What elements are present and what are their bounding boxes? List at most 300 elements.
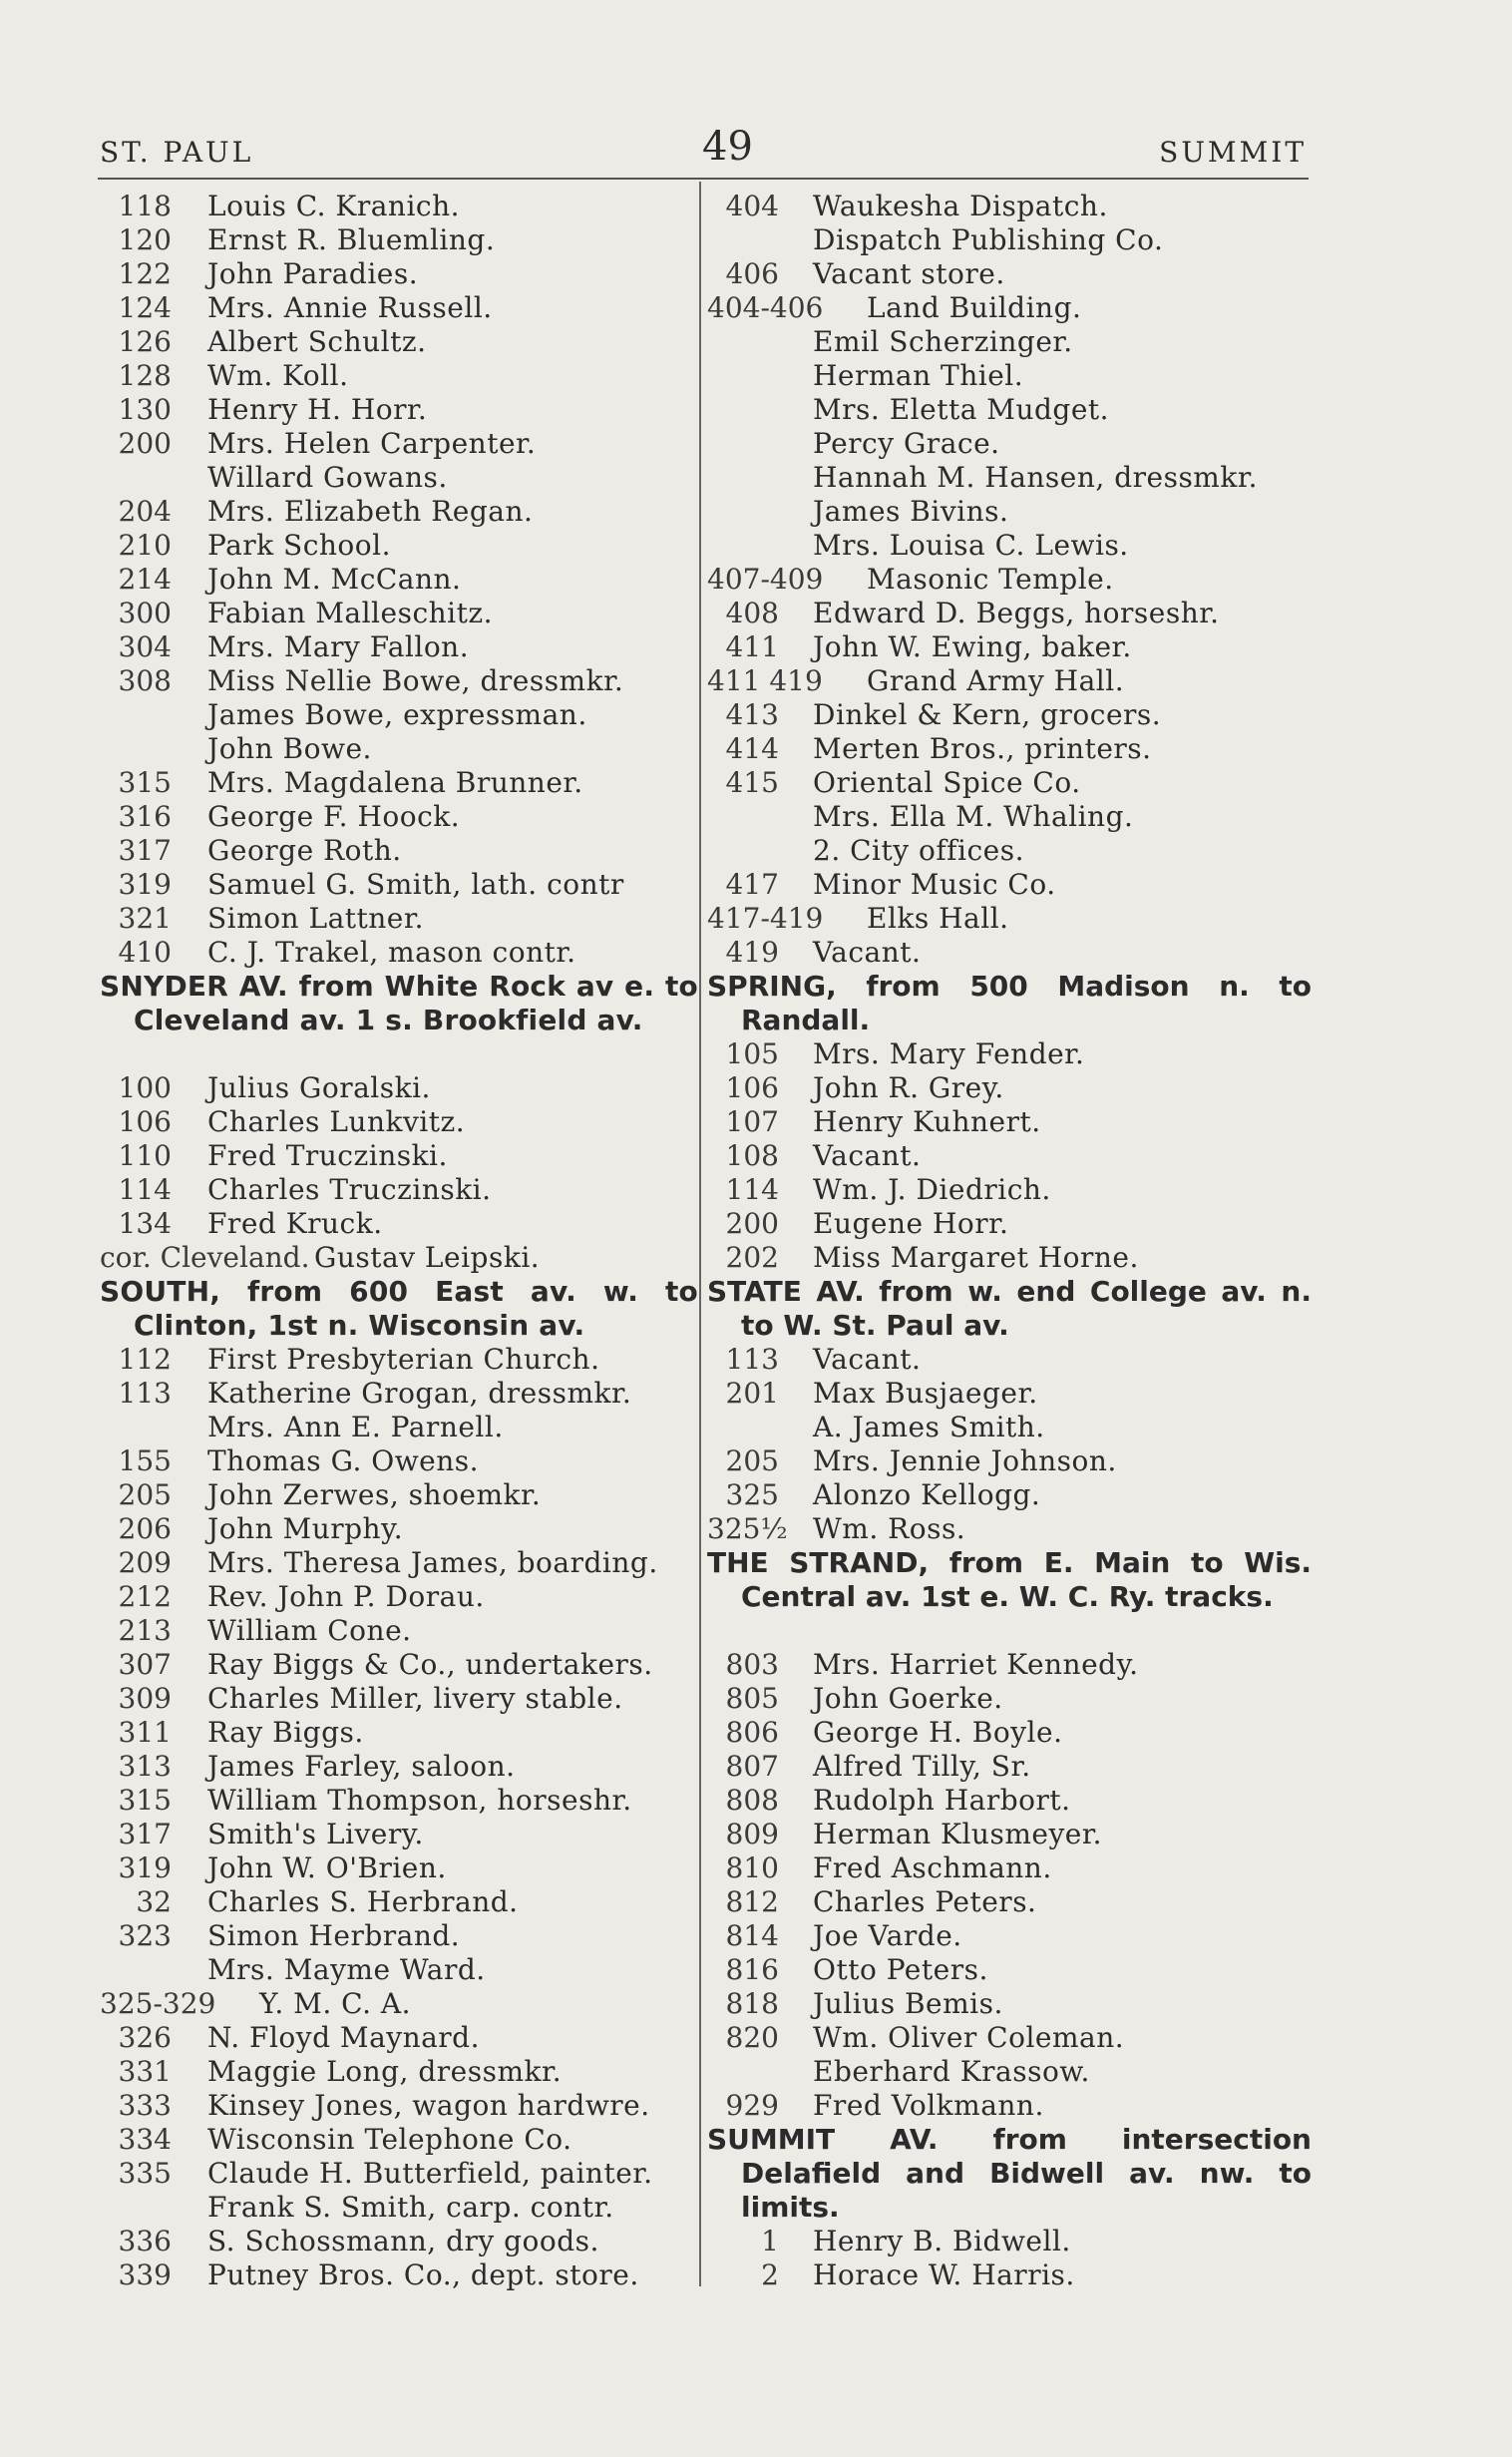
- house-number: 201: [725, 1377, 779, 1410]
- resident-name: Mrs. Harriet Kennedy.: [813, 1648, 1139, 1681]
- directory-entry: [100, 1071, 698, 1105]
- street-heading: SUMMIT AV. from intersection Delafield and Bidwell av. nw. to limits.: [707, 2123, 1312, 2224]
- directory-entry: [100, 190, 698, 223]
- house-number: 2: [761, 2258, 779, 2291]
- directory-entry: [707, 1851, 1312, 1885]
- resident-name: Land Building.: [867, 291, 1082, 324]
- directory-entry: [707, 1987, 1312, 2021]
- right-column: [707, 190, 1312, 2292]
- house-number: 419: [725, 936, 779, 969]
- resident-name: John Zerwes, shoemkr.: [207, 1478, 542, 1511]
- directory-entry: [707, 1784, 1312, 1818]
- resident-name: Julius Bemis.: [813, 1987, 1003, 2020]
- house-number: 118: [118, 190, 172, 222]
- house-number: 124: [118, 291, 172, 324]
- house-number: 325-329: [100, 1987, 216, 2020]
- resident-name: Fred Kruck.: [207, 1207, 383, 1240]
- house-number: 317: [118, 834, 172, 867]
- resident-name: Wisconsin Telephone Co.: [207, 2123, 572, 2156]
- resident-name: First Presbyterian Church.: [207, 1343, 600, 1376]
- directory-entry: [707, 1818, 1312, 1851]
- resident-name: Frank S. Smith, carp. contr.: [207, 2191, 614, 2224]
- house-number: 812: [725, 1885, 779, 1918]
- house-number: 333: [118, 2089, 172, 2122]
- house-number: 209: [118, 1546, 172, 1579]
- resident-name: Merten Bros., printers.: [813, 732, 1152, 765]
- directory-entry: [100, 1614, 698, 1648]
- resident-name: Vacant.: [813, 1139, 922, 1172]
- resident-name: Herman Klusmeyer.: [813, 1818, 1103, 1850]
- house-number: 417: [725, 868, 779, 901]
- house-number: 205: [118, 1478, 172, 1511]
- resident-name: Rudolph Harbort.: [813, 1784, 1071, 1817]
- resident-name: N. Floyd Maynard.: [207, 2021, 481, 2054]
- resident-name: John W. Ewing, baker.: [813, 630, 1132, 663]
- resident-name: Minor Music Co.: [813, 868, 1056, 901]
- directory-entry: [100, 1784, 698, 1818]
- house-number: 128: [118, 359, 172, 392]
- directory-entry: [100, 1580, 698, 1614]
- resident-name: Mrs. Mary Fender.: [813, 1037, 1085, 1070]
- directory-entry: [100, 1377, 698, 1411]
- directory-entry: [100, 2123, 698, 2157]
- header-street-range: SUMMIT: [1159, 136, 1307, 169]
- house-number: 200: [118, 427, 172, 460]
- house-number: 304: [118, 630, 172, 663]
- house-number: 414: [725, 732, 779, 765]
- resident-name: Wm. Koll.: [207, 359, 349, 392]
- resident-name: C. J. Trakel, mason contr.: [207, 936, 576, 969]
- directory-entry: [100, 1478, 698, 1512]
- resident-name: Julius Goralski.: [207, 1071, 431, 1104]
- directory-entry: [707, 1512, 1312, 1546]
- house-number: 315: [118, 766, 172, 799]
- resident-name: James Bivins.: [813, 495, 1009, 528]
- house-number: 204: [118, 495, 172, 528]
- house-number: 820: [725, 2021, 779, 2054]
- directory-entry: [707, 698, 1312, 732]
- resident-name: Mrs. Annie Russell.: [207, 291, 493, 324]
- house-number: 120: [118, 223, 172, 256]
- directory-entry: [707, 291, 1312, 325]
- directory-entry: [707, 1411, 1312, 1444]
- resident-name: Alfred Tilly, Sr.: [813, 1750, 1031, 1783]
- resident-name: George H. Boyle.: [813, 1716, 1063, 1749]
- house-number: 808: [725, 1784, 779, 1817]
- house-number: 114: [118, 1173, 172, 1206]
- directory-entry: [707, 359, 1312, 393]
- directory-entry: [707, 1343, 1312, 1377]
- house-number: 814: [725, 1919, 779, 1952]
- house-number: 411 419: [707, 664, 823, 697]
- house-number: 415: [725, 766, 779, 799]
- resident-name: Mrs. Louisa C. Lewis.: [813, 529, 1129, 562]
- street-heading: THE STRAND, from E. Main to Wis. Central av. 1st e. W. C. Ry. tracks.: [707, 1546, 1312, 1613]
- house-number: 404-406: [707, 291, 824, 324]
- resident-name: Y. M. C. A.: [259, 1987, 411, 2020]
- resident-name: Waukesha Dispatch.: [813, 190, 1108, 222]
- resident-name: Charles Peters.: [813, 1885, 1037, 1918]
- house-number: 113: [725, 1343, 779, 1376]
- directory-entry: [100, 359, 698, 393]
- directory-entry: [707, 936, 1312, 970]
- resident-name: Edward D. Beggs, horseshr.: [813, 597, 1220, 629]
- resident-name: Percy Grace.: [813, 427, 1000, 460]
- resident-name: Eberhard Krassow.: [813, 2055, 1090, 2088]
- directory-entry: [707, 1173, 1312, 1207]
- header-city: ST. PAUL: [100, 136, 254, 169]
- resident-name: Mrs. Mayme Ward.: [207, 1953, 486, 1986]
- directory-entry: [707, 495, 1312, 529]
- resident-name: Louis C. Kranich.: [207, 190, 461, 222]
- resident-name: Charles Truczinski.: [207, 1173, 492, 1206]
- resident-name: S. Schossmann, dry goods.: [207, 2225, 599, 2257]
- resident-name: Henry H. Horr.: [207, 393, 428, 426]
- resident-name: Alonzo Kellogg.: [813, 1478, 1041, 1511]
- resident-name: Masonic Temple.: [867, 563, 1114, 596]
- house-number: 406: [725, 257, 779, 290]
- directory-entry: [100, 2055, 698, 2089]
- resident-name: Gustav Leipski.: [314, 1241, 541, 1274]
- resident-name: Grand Army Hall.: [867, 664, 1125, 697]
- directory-entry: [707, 461, 1312, 495]
- directory-entry: [100, 2089, 698, 2123]
- house-number: cor. Cleveland.: [100, 1241, 310, 1274]
- resident-name: Elks Hall.: [867, 902, 1009, 935]
- house-number: 210: [118, 529, 172, 562]
- resident-name: Charles Miller, livery stable.: [207, 1682, 623, 1715]
- resident-name: 2. City offices.: [813, 834, 1025, 867]
- directory-entry: [100, 2258, 698, 2292]
- resident-name: A. James Smith.: [813, 1411, 1045, 1443]
- directory-entry: [100, 1512, 698, 1546]
- resident-name: Wm. J. Diedrich.: [813, 1173, 1051, 1206]
- house-number: 107: [725, 1105, 779, 1138]
- resident-name: Miss Nellie Bowe, dressmkr.: [207, 664, 624, 697]
- directory-entry: [707, 1885, 1312, 1919]
- resident-name: Eugene Horr.: [813, 1207, 1009, 1240]
- street-heading: SPRING, from 500 Madison n. to Randall.: [707, 970, 1312, 1036]
- house-number: 408: [725, 597, 779, 629]
- directory-entry: [707, 1682, 1312, 1716]
- resident-name: Mrs. Magdalena Brunner.: [207, 766, 583, 799]
- house-number: 155: [118, 1444, 172, 1477]
- directory-entry: [100, 1139, 698, 1173]
- resident-name: Joe Varde.: [813, 1919, 962, 1952]
- directory-entry: [707, 1037, 1312, 1071]
- resident-name: Horace W. Harris.: [813, 2258, 1075, 2291]
- house-number: 100: [118, 1071, 172, 1104]
- resident-name: John M. McCann.: [207, 563, 462, 596]
- resident-name: Hannah M. Hansen, dressmkr.: [813, 461, 1259, 494]
- house-number: 212: [118, 1580, 172, 1613]
- house-number: 321: [118, 902, 172, 935]
- directory-entry: [100, 495, 698, 529]
- resident-name: Vacant.: [813, 1343, 922, 1376]
- directory-entry: [100, 1173, 698, 1207]
- resident-name: Otto Peters.: [813, 1953, 988, 1986]
- resident-name: Simon Herbrand.: [207, 1919, 461, 1952]
- house-number: 810: [725, 1851, 779, 1884]
- house-number: 308: [118, 664, 172, 697]
- directory-entry: [707, 1207, 1312, 1241]
- street-heading: SNYDER AV. from White Rock av e. to Cleveland av. 1 s. Brookfield av.: [100, 970, 698, 1036]
- house-number: 126: [118, 325, 172, 358]
- directory-entry: [100, 1546, 698, 1580]
- house-number: 134: [118, 1207, 172, 1240]
- directory-entry: [707, 393, 1312, 427]
- directory-entry: [100, 1411, 698, 1444]
- resident-name: Vacant store.: [813, 257, 1005, 290]
- directory-entry: [707, 1377, 1312, 1411]
- page-header: [100, 124, 1307, 174]
- directory-entry: [707, 664, 1312, 698]
- header-rule: [98, 178, 1309, 180]
- directory-entry: [707, 766, 1312, 800]
- directory-entry: [100, 834, 698, 868]
- directory-entry: [100, 563, 698, 597]
- directory-entry: [100, 1851, 698, 1885]
- resident-name: Claude H. Butterfield, painter.: [207, 2157, 653, 2190]
- directory-entry: [100, 936, 698, 970]
- directory-entry: [707, 1105, 1312, 1139]
- directory-entry: [707, 223, 1312, 257]
- resident-name: Mrs. Eletta Mudget.: [813, 393, 1110, 426]
- resident-name: Herman Thiel.: [813, 359, 1024, 392]
- house-number: 929: [725, 2089, 779, 2122]
- directory-entry: [707, 2021, 1312, 2055]
- resident-name: Fred Truczinski.: [207, 1139, 448, 1172]
- directory-entry: [100, 1716, 698, 1750]
- house-number: 307: [118, 1648, 172, 1681]
- resident-name: Ernst R. Bluemling.: [207, 223, 496, 256]
- house-number: 206: [118, 1512, 172, 1545]
- directory-entry: [707, 563, 1312, 597]
- house-number: 105: [725, 1037, 779, 1070]
- resident-name: Fabian Malleschitz.: [207, 597, 494, 629]
- directory-entry: [707, 1716, 1312, 1750]
- house-number: 407-409: [707, 563, 824, 596]
- house-number: 32: [136, 1885, 172, 1918]
- resident-name: James Farley, saloon.: [207, 1750, 516, 1783]
- house-number: 110: [118, 1139, 172, 1172]
- directory-entry: [100, 1343, 698, 1377]
- house-number: 311: [118, 1716, 172, 1749]
- resident-name: Dinkel & Kern, grocers.: [813, 698, 1162, 731]
- resident-name: Mrs. Elizabeth Regan.: [207, 495, 534, 528]
- directory-entry: [100, 223, 698, 257]
- house-number: 112: [118, 1343, 172, 1376]
- house-number: 108: [725, 1139, 779, 1172]
- resident-name: Vacant.: [813, 936, 922, 969]
- directory-entry: [100, 698, 698, 732]
- directory-entry: [100, 800, 698, 834]
- directory-entry: [100, 1919, 698, 1953]
- resident-name: Mrs. Mary Fallon.: [207, 630, 470, 663]
- directory-entry: [100, 902, 698, 936]
- house-number: 106: [118, 1105, 172, 1138]
- directory-entry: [100, 1818, 698, 1851]
- house-number: 404: [725, 190, 779, 222]
- house-number: 336: [118, 2225, 172, 2257]
- resident-name: Mrs. Ella M. Whaling.: [813, 800, 1134, 833]
- resident-name: Max Busjaeger.: [813, 1377, 1038, 1410]
- directory-entry: [707, 630, 1312, 664]
- directory-entry: [707, 1919, 1312, 1953]
- resident-name: Fred Volkmann.: [813, 2089, 1044, 2122]
- directory-entry: [707, 2225, 1312, 2258]
- resident-name: Rev. John P. Dorau.: [207, 1580, 485, 1613]
- resident-name: Dispatch Publishing Co.: [813, 223, 1164, 256]
- resident-name: Oriental Spice Co.: [813, 766, 1081, 799]
- street-heading: SOUTH, from 600 East av. w. to Clinton, 1st n. Wisconsin av.: [100, 1275, 698, 1342]
- house-number: 339: [118, 2258, 172, 2291]
- house-number: 325½: [707, 1512, 788, 1545]
- house-number: 331: [118, 2055, 172, 2088]
- directory-entry: [707, 1241, 1312, 1275]
- directory-entry: [707, 529, 1312, 563]
- directory-entry: [707, 800, 1312, 834]
- house-number: 806: [725, 1716, 779, 1749]
- resident-name: Fred Aschmann.: [813, 1851, 1052, 1884]
- directory-entry: [100, 2225, 698, 2258]
- house-number: 106: [725, 1071, 779, 1104]
- left-column: [100, 190, 698, 2292]
- directory-entry: [100, 529, 698, 563]
- directory-entry: [100, 1444, 698, 1478]
- directory-entry: [100, 427, 698, 461]
- resident-name: Mrs. Jennie Johnson.: [813, 1444, 1117, 1477]
- directory-entry: [100, 1987, 698, 2021]
- house-number: 413: [725, 698, 779, 731]
- house-number: 319: [118, 1851, 172, 1884]
- directory-entry: [707, 2258, 1312, 2292]
- resident-name: Emil Scherzinger.: [813, 325, 1073, 358]
- house-number: 335: [118, 2157, 172, 2190]
- house-number: 319: [118, 868, 172, 901]
- house-number: 315: [118, 1784, 172, 1817]
- resident-name: Ray Biggs.: [207, 1716, 364, 1749]
- directory-entry: [707, 902, 1312, 936]
- directory-entry: [707, 834, 1312, 868]
- directory-entry: [100, 2157, 698, 2191]
- resident-name: Henry Kuhnert.: [813, 1105, 1041, 1138]
- house-number: 214: [118, 563, 172, 596]
- directory-entry: [100, 1682, 698, 1716]
- resident-name: Maggie Long, dressmkr.: [207, 2055, 563, 2088]
- house-number: 122: [118, 257, 172, 290]
- directory-entry: [707, 1750, 1312, 1784]
- resident-name: Putney Bros. Co., dept. store.: [207, 2258, 639, 2291]
- directory-entry: [707, 2089, 1312, 2123]
- resident-name: Katherine Grogan, dressmkr.: [207, 1377, 632, 1410]
- directory-entry: [707, 1071, 1312, 1105]
- directory-entry: [707, 257, 1312, 291]
- resident-name: Miss Margaret Horne.: [813, 1241, 1139, 1274]
- resident-name: Charles Lunkvitz.: [207, 1105, 466, 1138]
- directory-entry: [100, 257, 698, 291]
- resident-name: Ray Biggs & Co., undertakers.: [207, 1648, 653, 1681]
- house-number: 325: [725, 1478, 779, 1511]
- house-number: 807: [725, 1750, 779, 1783]
- house-number: 300: [118, 597, 172, 629]
- resident-name: George Roth.: [207, 834, 402, 867]
- directory-entry: [707, 597, 1312, 630]
- directory-entry: [100, 1750, 698, 1784]
- resident-name: John Paradies.: [207, 257, 419, 290]
- street-heading: STATE AV. from w. end College av. n. to W. St. Paul av.: [707, 1275, 1312, 1342]
- resident-name: Henry B. Bidwell.: [813, 2225, 1071, 2257]
- directory-entry: [707, 1139, 1312, 1173]
- resident-name: James Bowe, expressman.: [207, 698, 587, 731]
- house-number: 200: [725, 1207, 779, 1240]
- house-number: 417-419: [707, 902, 824, 935]
- resident-name: Albert Schultz.: [207, 325, 427, 358]
- directory-entry: [100, 868, 698, 902]
- resident-name: Wm. Ross.: [813, 1512, 966, 1545]
- directory-entry: [707, 325, 1312, 359]
- directory-entry: [100, 597, 698, 630]
- directory-entry: [707, 2055, 1312, 2089]
- directory-entry: [100, 664, 698, 698]
- resident-name: Willard Gowans.: [207, 461, 448, 494]
- resident-name: Mrs. Helen Carpenter.: [207, 427, 537, 460]
- directory-entry: [707, 732, 1312, 766]
- house-number: 411: [725, 630, 779, 663]
- directory-entry: [100, 291, 698, 325]
- resident-name: John Goerke.: [813, 1682, 1003, 1715]
- resident-name: Smith's Livery.: [207, 1818, 424, 1850]
- house-number: 334: [118, 2123, 172, 2156]
- house-number: 803: [725, 1648, 779, 1681]
- house-number: 130: [118, 393, 172, 426]
- resident-name: William Thompson, horseshr.: [207, 1784, 632, 1817]
- directory-entry: [100, 732, 698, 766]
- directory-entry: [707, 190, 1312, 223]
- directory-entry: [707, 868, 1312, 902]
- house-number: 213: [118, 1614, 172, 1647]
- resident-name: Kinsey Jones, wagon hardwre.: [207, 2089, 650, 2122]
- directory-entry: [707, 1953, 1312, 1987]
- house-number: 326: [118, 2021, 172, 2054]
- directory-entry: [707, 1444, 1312, 1478]
- house-number: 1: [761, 2225, 779, 2257]
- house-number: 205: [725, 1444, 779, 1477]
- resident-name: Thomas G. Owens.: [207, 1444, 480, 1477]
- resident-name: William Cone.: [207, 1614, 412, 1647]
- house-number: 309: [118, 1682, 172, 1715]
- resident-name: John W. O'Brien.: [207, 1851, 447, 1884]
- house-number: 313: [118, 1750, 172, 1783]
- resident-name: Mrs. Theresa James, boarding.: [207, 1546, 658, 1579]
- directory-entry: [100, 2021, 698, 2055]
- directory-entry: [707, 1478, 1312, 1512]
- house-number: 818: [725, 1987, 779, 2020]
- house-number: 316: [118, 800, 172, 833]
- house-number: 410: [118, 936, 172, 969]
- house-number: 805: [725, 1682, 779, 1715]
- house-number: 113: [118, 1377, 172, 1410]
- directory-entry: [100, 1885, 698, 1919]
- directory-entry: [100, 1207, 698, 1241]
- resident-name: Mrs. Ann E. Parnell.: [207, 1411, 504, 1443]
- resident-name: Charles S. Herbrand.: [207, 1885, 519, 1918]
- house-number: 202: [725, 1241, 779, 1274]
- house-number: 816: [725, 1953, 779, 1986]
- resident-name: John R. Grey.: [813, 1071, 1004, 1104]
- directory-entry: [100, 2191, 698, 2225]
- resident-name: John Bowe.: [207, 732, 372, 765]
